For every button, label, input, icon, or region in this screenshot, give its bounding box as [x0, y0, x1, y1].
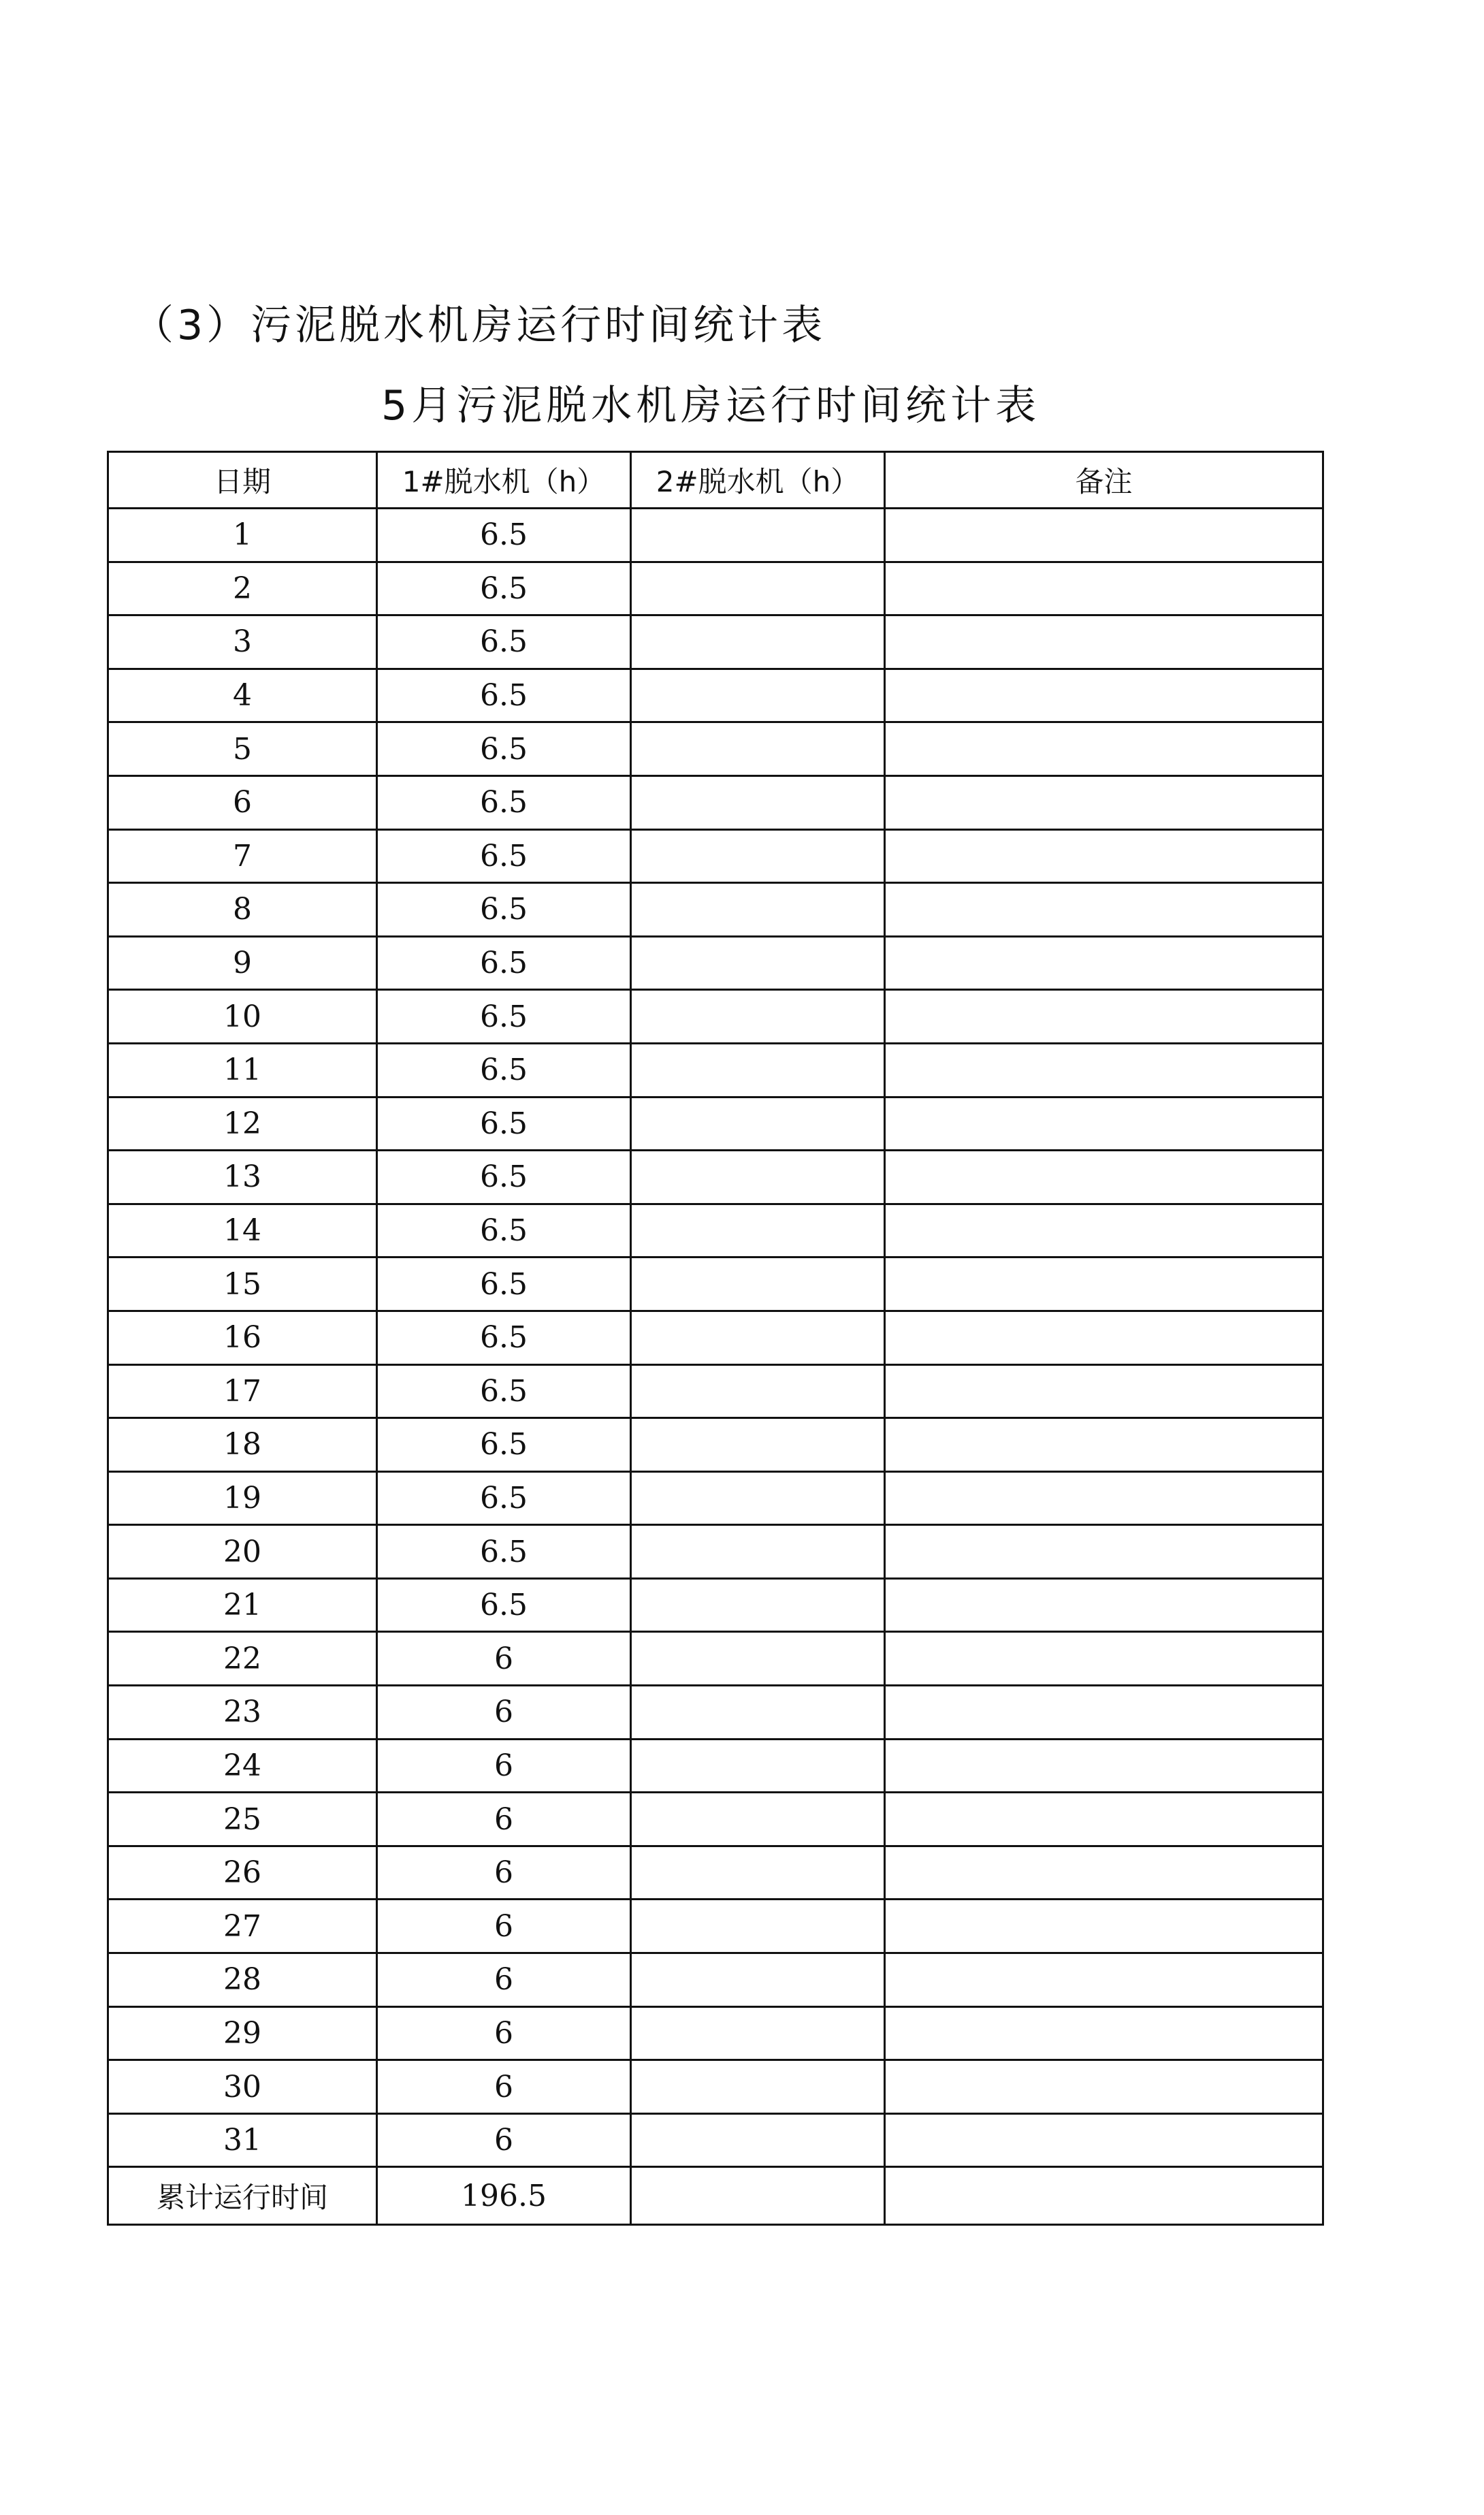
cell-machine-2: [631, 2060, 885, 2114]
cell-machine-1: 6.5: [377, 562, 631, 615]
table-row: [108, 615, 1323, 669]
cell-note: [885, 1471, 1323, 1525]
cell-machine-2: [631, 2113, 885, 2167]
cell-machine-2: [631, 562, 885, 615]
cell-note: [885, 1204, 1323, 1258]
cell-note: [885, 2060, 1323, 2114]
cell-note: [885, 1578, 1323, 1632]
table-row: [108, 829, 1323, 883]
cell-machine-2: [631, 883, 885, 937]
cell-date: 11: [108, 1043, 377, 1097]
cell-date: 24: [108, 1739, 377, 1793]
cell-date: 31: [108, 2113, 377, 2167]
cell-note: [885, 1632, 1323, 1686]
cell-note: [885, 1793, 1323, 1846]
cell-date: 9: [108, 936, 377, 990]
header-note: 备注: [885, 452, 1323, 509]
table-row: [108, 1953, 1323, 2007]
cell-machine-2: [631, 1686, 885, 1740]
cell-date: 7: [108, 829, 377, 883]
table-row: [108, 1204, 1323, 1258]
cell-machine-2: [631, 1953, 885, 2007]
cell-machine-2: [631, 1418, 885, 1472]
cell-machine-1: 6.5: [377, 1258, 631, 1311]
cell-machine-2: [631, 1739, 885, 1793]
cell-note: [885, 1043, 1323, 1097]
table-row: [108, 1418, 1323, 1472]
cell-date: 19: [108, 1471, 377, 1525]
cell-machine-1: 6: [377, 1900, 631, 1953]
cell-machine-1: 6: [377, 1846, 631, 1900]
cell-note: [885, 562, 1323, 615]
cell-date: 12: [108, 1097, 377, 1151]
cell-date: 13: [108, 1151, 377, 1204]
cell-machine-2: [631, 1632, 885, 1686]
table-body: [108, 509, 1323, 2167]
cell-date: 15: [108, 1258, 377, 1311]
cell-machine-1: 6.5: [377, 1525, 631, 1579]
cell-note: [885, 1151, 1323, 1204]
table-row: [108, 2006, 1323, 2060]
table-row: [108, 2113, 1323, 2167]
total-row: [108, 2167, 1323, 2225]
table-row: [108, 1471, 1323, 1525]
table-row: [108, 1311, 1323, 1364]
cell-machine-1: 6.5: [377, 1471, 631, 1525]
cell-date: 6: [108, 775, 377, 829]
cell-machine-1: 6: [377, 1739, 631, 1793]
table-row: [108, 1525, 1323, 1579]
cell-machine-2: [631, 2006, 885, 2060]
table-row: [108, 1686, 1323, 1740]
cell-machine-2: [631, 1043, 885, 1097]
cell-date: 10: [108, 990, 377, 1044]
cell-note: [885, 1418, 1323, 1472]
table-row: [108, 883, 1323, 937]
total-machine-1: 196.5: [377, 2167, 631, 2225]
cell-machine-1: 6.5: [377, 775, 631, 829]
table-row: [108, 669, 1323, 722]
table-row: [108, 1793, 1323, 1846]
cell-machine-2: [631, 1258, 885, 1311]
cell-note: [885, 883, 1323, 937]
cell-machine-1: 6.5: [377, 509, 631, 562]
cell-date: 25: [108, 1793, 377, 1846]
section-heading: （3）污泥脱水机房运行时间统计表: [133, 302, 826, 349]
cell-machine-2: [631, 775, 885, 829]
cell-machine-1: 6.5: [377, 829, 631, 883]
cell-machine-2: [631, 829, 885, 883]
cell-note: [885, 1739, 1323, 1793]
cell-date: 3: [108, 615, 377, 669]
cell-machine-2: [631, 615, 885, 669]
cell-machine-1: 6.5: [377, 1364, 631, 1418]
table-row: [108, 722, 1323, 776]
total-note: [885, 2167, 1323, 2225]
cell-machine-1: 6.5: [377, 1204, 631, 1258]
cell-note: [885, 1953, 1323, 2007]
cell-machine-1: 6.5: [377, 883, 631, 937]
cell-note: [885, 1364, 1323, 1418]
cell-machine-2: [631, 1846, 885, 1900]
table-row: [108, 936, 1323, 990]
cell-note: [885, 1097, 1323, 1151]
cell-machine-2: [631, 936, 885, 990]
cell-note: [885, 990, 1323, 1044]
cell-machine-2: [631, 1311, 885, 1364]
total-label: 累计运行时间: [108, 2167, 377, 2225]
header-machine-1: 1#脱水机（h）: [377, 452, 631, 509]
table-row: [108, 2060, 1323, 2114]
cell-date: 21: [108, 1578, 377, 1632]
cell-note: [885, 615, 1323, 669]
cell-note: [885, 2006, 1323, 2060]
cell-machine-1: 6: [377, 2060, 631, 2114]
cell-machine-1: 6: [377, 2113, 631, 2167]
cell-note: [885, 669, 1323, 722]
cell-note: [885, 1900, 1323, 1953]
cell-date: 17: [108, 1364, 377, 1418]
table-row: [108, 1578, 1323, 1632]
header-machine-2: 2#脱水机（h）: [631, 452, 885, 509]
cell-date: 28: [108, 1953, 377, 2007]
cell-date: 23: [108, 1686, 377, 1740]
cell-machine-2: [631, 1097, 885, 1151]
table-row: [108, 1258, 1323, 1311]
cell-note: [885, 829, 1323, 883]
cell-date: 14: [108, 1204, 377, 1258]
cell-machine-1: 6.5: [377, 1097, 631, 1151]
cell-machine-1: 6.5: [377, 1151, 631, 1204]
table-row: [108, 1364, 1323, 1418]
cell-machine-2: [631, 509, 885, 562]
cell-date: 5: [108, 722, 377, 776]
cell-machine-1: 6.5: [377, 1578, 631, 1632]
cell-machine-2: [631, 1204, 885, 1258]
cell-note: [885, 1258, 1323, 1311]
cell-date: 22: [108, 1632, 377, 1686]
cell-machine-1: 6.5: [377, 669, 631, 722]
cell-date: 20: [108, 1525, 377, 1579]
cell-machine-1: 6.5: [377, 990, 631, 1044]
cell-date: 1: [108, 509, 377, 562]
cell-date: 8: [108, 883, 377, 937]
cell-machine-2: [631, 1364, 885, 1418]
cell-note: [885, 775, 1323, 829]
cell-machine-1: 6.5: [377, 615, 631, 669]
cell-machine-1: 6: [377, 2006, 631, 2060]
table-row: [108, 1632, 1323, 1686]
table-row: [108, 1151, 1323, 1204]
cell-machine-2: [631, 1900, 885, 1953]
table-row: [108, 1846, 1323, 1900]
cell-machine-2: [631, 1578, 885, 1632]
cell-machine-1: 6: [377, 1953, 631, 2007]
cell-date: 16: [108, 1311, 377, 1364]
cell-machine-1: 6.5: [377, 1043, 631, 1097]
header-date: 日期: [108, 452, 377, 509]
table-row: [108, 562, 1323, 615]
cell-machine-1: 6: [377, 1632, 631, 1686]
cell-machine-1: 6: [377, 1793, 631, 1846]
cell-machine-1: 6.5: [377, 722, 631, 776]
cell-machine-2: [631, 990, 885, 1044]
cell-date: 26: [108, 1846, 377, 1900]
table-row: [108, 1900, 1323, 1953]
table-row: [108, 775, 1323, 829]
cell-machine-2: [631, 1471, 885, 1525]
table-row: [108, 1097, 1323, 1151]
cell-note: [885, 1525, 1323, 1579]
cell-date: 27: [108, 1900, 377, 1953]
table-header-row: [108, 452, 1323, 509]
cell-machine-1: 6.5: [377, 1418, 631, 1472]
cell-machine-2: [631, 669, 885, 722]
cell-machine-1: 6: [377, 1686, 631, 1740]
table-row: [108, 509, 1323, 562]
cell-machine-2: [631, 1525, 885, 1579]
cell-note: [885, 1686, 1323, 1740]
cell-machine-1: 6.5: [377, 1311, 631, 1364]
table-row: [108, 1043, 1323, 1097]
total-machine-2: [631, 2167, 885, 2225]
table-row: [108, 1739, 1323, 1793]
runtime-table: [107, 451, 1324, 2226]
cell-date: 30: [108, 2060, 377, 2114]
cell-note: [885, 1846, 1323, 1900]
cell-note: [885, 1311, 1323, 1364]
cell-date: 4: [108, 669, 377, 722]
cell-machine-2: [631, 1793, 885, 1846]
cell-date: 18: [108, 1418, 377, 1472]
cell-date: 29: [108, 2006, 377, 2060]
cell-machine-1: 6.5: [377, 936, 631, 990]
cell-note: [885, 2113, 1323, 2167]
table-title: 5月污泥脱水机房运行时间统计表: [381, 382, 1041, 430]
cell-note: [885, 509, 1323, 562]
cell-note: [885, 722, 1323, 776]
cell-note: [885, 936, 1323, 990]
cell-machine-2: [631, 722, 885, 776]
cell-machine-2: [631, 1151, 885, 1204]
table-row: [108, 990, 1323, 1044]
cell-date: 2: [108, 562, 377, 615]
